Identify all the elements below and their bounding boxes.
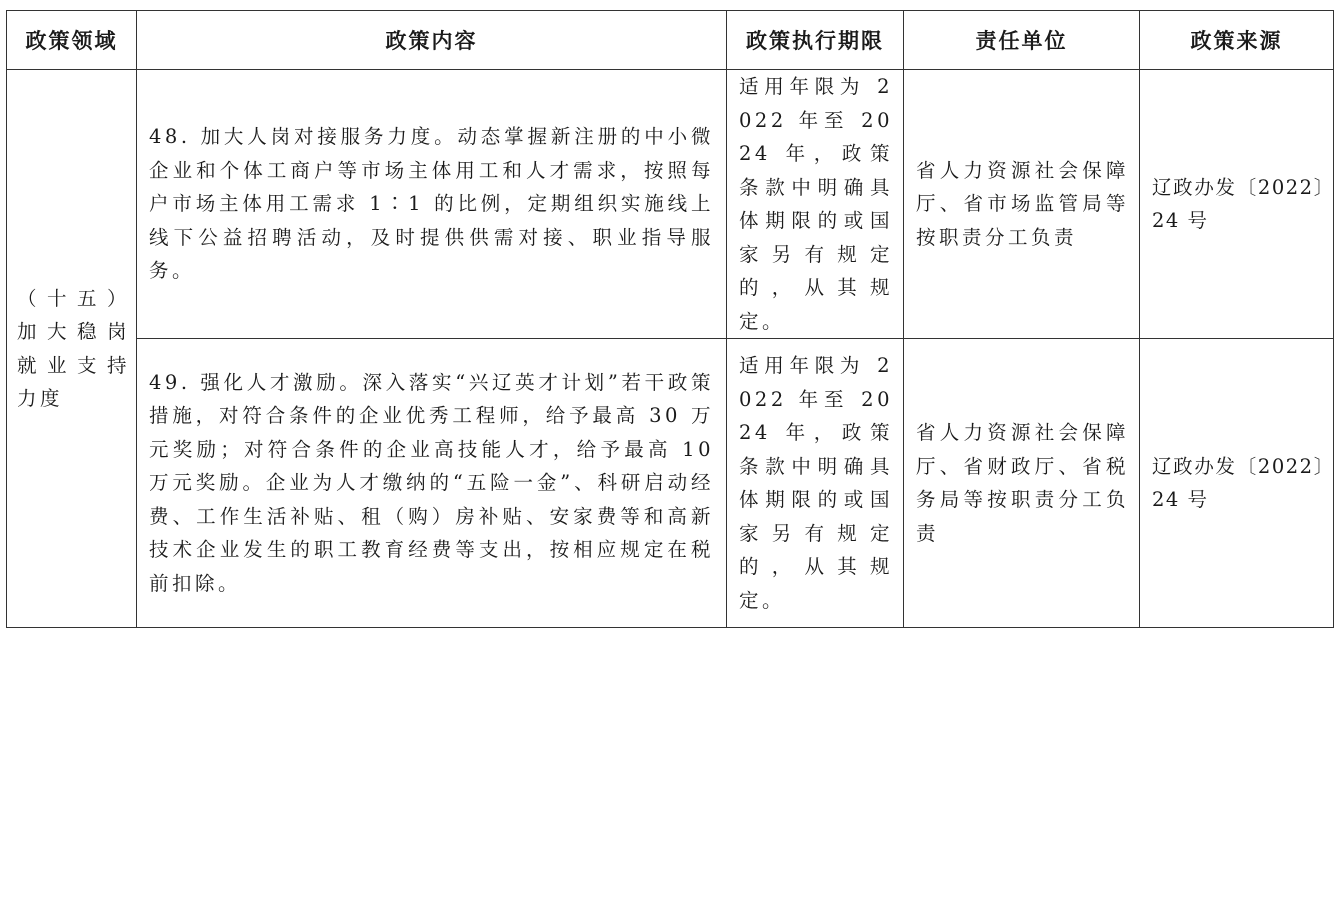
- header-responsible-unit: 责任单位: [904, 11, 1140, 70]
- header-policy-area: 政策领域: [7, 11, 137, 70]
- header-row: [7, 11, 1334, 70]
- policy-content-cell: 48. 加大人岗对接服务力度。动态掌握新注册的中小微企业和个体工商户等市场主体用工和人才需求，按照每户市场主体用工需求 1∶1 的比例，定期组织实施线上线下公益招聘活动，及时提供供需对接、职业指导服务。: [137, 70, 727, 339]
- policy-source-cell: 辽政办发〔2022〕24 号: [1140, 339, 1334, 628]
- header-policy-source: 政策来源: [1140, 11, 1334, 70]
- responsible-unit-cell: 省人力资源社会保障厅、省财政厅、省税务局等按职责分工负责: [904, 339, 1140, 628]
- execution-period-cell: 适用年限为 2022 年至 2024 年，政策条款中明确具体期限的或国家另有规定的，从其规定。: [727, 70, 904, 339]
- header-execution-period: 政策执行期限: [727, 11, 904, 70]
- policy-table: [6, 10, 1334, 628]
- table-row: [7, 70, 1334, 339]
- responsible-unit-cell: 省人力资源社会保障厅、省市场监管局等按职责分工负责: [904, 70, 1140, 339]
- policy-area-cell: （十五）加大稳岗就业支持力度: [7, 70, 137, 628]
- table-row: [7, 339, 1334, 628]
- execution-period-cell: 适用年限为 2022 年至 2024 年，政策条款中明确具体期限的或国家另有规定的，从其规定。: [727, 339, 904, 628]
- header-policy-content: 政策内容: [137, 11, 727, 70]
- policy-source-cell: 辽政办发〔2022〕24 号: [1140, 70, 1334, 339]
- policy-content-cell: 49. 强化人才激励。深入落实“兴辽英才计划”若干政策措施，对符合条件的企业优秀工程师，给予最高 30 万元奖励；对符合条件的企业高技能人才，给予最高 10 万元奖励。企业为人才缴纳的“五险一金”、科研启动经费、工作生活补贴、租（购）房补贴、安家费等和高新技术企业发生的职工教育经费等支出，按相应规定在税前扣除。: [137, 339, 727, 628]
